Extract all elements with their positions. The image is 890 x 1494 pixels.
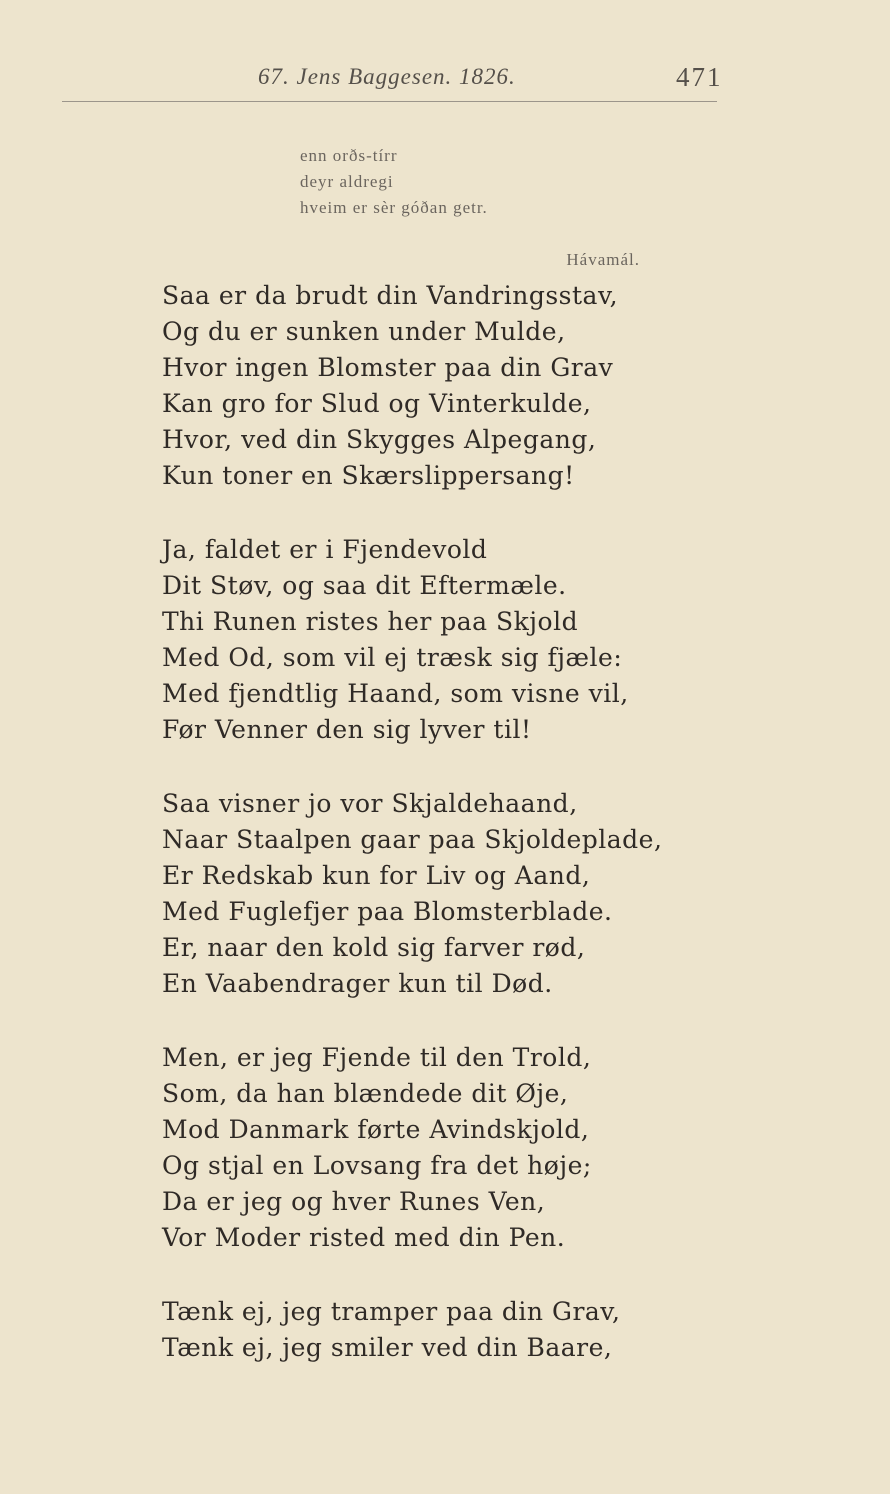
verse-line: Ja, faldet er i Fjendevold — [162, 535, 488, 564]
epigraph-source: Hávamál. — [566, 250, 640, 269]
header-rule — [62, 101, 717, 102]
stanza-2 — [162, 532, 762, 748]
verse-line: Og stjal en Lovsang fra det høje; — [162, 1151, 592, 1180]
verse-line: Hvor, ved din Skygges Alpegang, — [162, 425, 597, 454]
epigraph-line: deyr aldregi — [300, 172, 394, 191]
poem — [162, 278, 762, 1366]
verse-line: Tænk ej, jeg tramper paa din Grav, — [162, 1297, 621, 1326]
verse-line: Kan gro for Slud og Vinterkulde, — [162, 389, 592, 418]
verse-line: Thi Runen ristes her paa Skjold — [162, 607, 579, 636]
verse-line: Er, naar den kold sig farver rød, — [162, 933, 586, 962]
verse-line: Men, er jeg Fjende til den Trold, — [162, 1043, 592, 1072]
verse-line: Er Redskab kun for Liv og Aand, — [162, 861, 591, 890]
verse-line: Naar Staalpen gaar paa Skjoldeplade, — [162, 825, 663, 854]
epigraph-line: hveim er sèr góðan getr. — [300, 198, 488, 217]
verse-line: Med Fuglefjer paa Blomsterblade. — [162, 897, 613, 926]
verse-line: Hvor ingen Blomster paa din Grav — [162, 353, 614, 382]
verse-line: Før Venner den sig lyver til! — [162, 715, 532, 744]
verse-line: Saa er da brudt din Vandringsstav, — [162, 281, 619, 310]
verse-line: Og du er sunken under Mulde, — [162, 317, 566, 346]
verse-line: Mod Danmark førte Avindskjold, — [162, 1115, 590, 1144]
epigraph-line: enn orðs-tírr — [300, 146, 398, 165]
verse-line: Dit Støv, og saa dit Eftermæle. — [162, 571, 567, 600]
stanza-4 — [162, 1040, 762, 1256]
page-number: 471 — [676, 62, 723, 92]
verse-line: Tænk ej, jeg smiler ved din Baare, — [162, 1333, 613, 1362]
stanza-1 — [162, 278, 762, 494]
verse-line: Med fjendtlig Haand, som visne vil, — [162, 679, 629, 708]
running-title: 67. Jens Baggesen. 1826. — [258, 64, 516, 89]
verse-line: En Vaabendrager kun til Død. — [162, 969, 553, 998]
verse-line: Med Od, som vil ej træsk sig fjæle: — [162, 643, 623, 672]
verse-line: Kun toner en Skærslippersang! — [162, 461, 575, 490]
epigraph — [300, 143, 700, 221]
stanza-3 — [162, 786, 762, 1002]
verse-line: Da er jeg og hver Runes Ven, — [162, 1187, 546, 1216]
stanza-5 — [162, 1294, 762, 1366]
verse-line: Saa visner jo vor Skjaldehaand, — [162, 789, 578, 818]
verse-line: Som, da han blændede dit Øje, — [162, 1079, 569, 1108]
verse-line: Vor Moder risted med din Pen. — [162, 1223, 566, 1252]
running-head — [0, 62, 890, 102]
